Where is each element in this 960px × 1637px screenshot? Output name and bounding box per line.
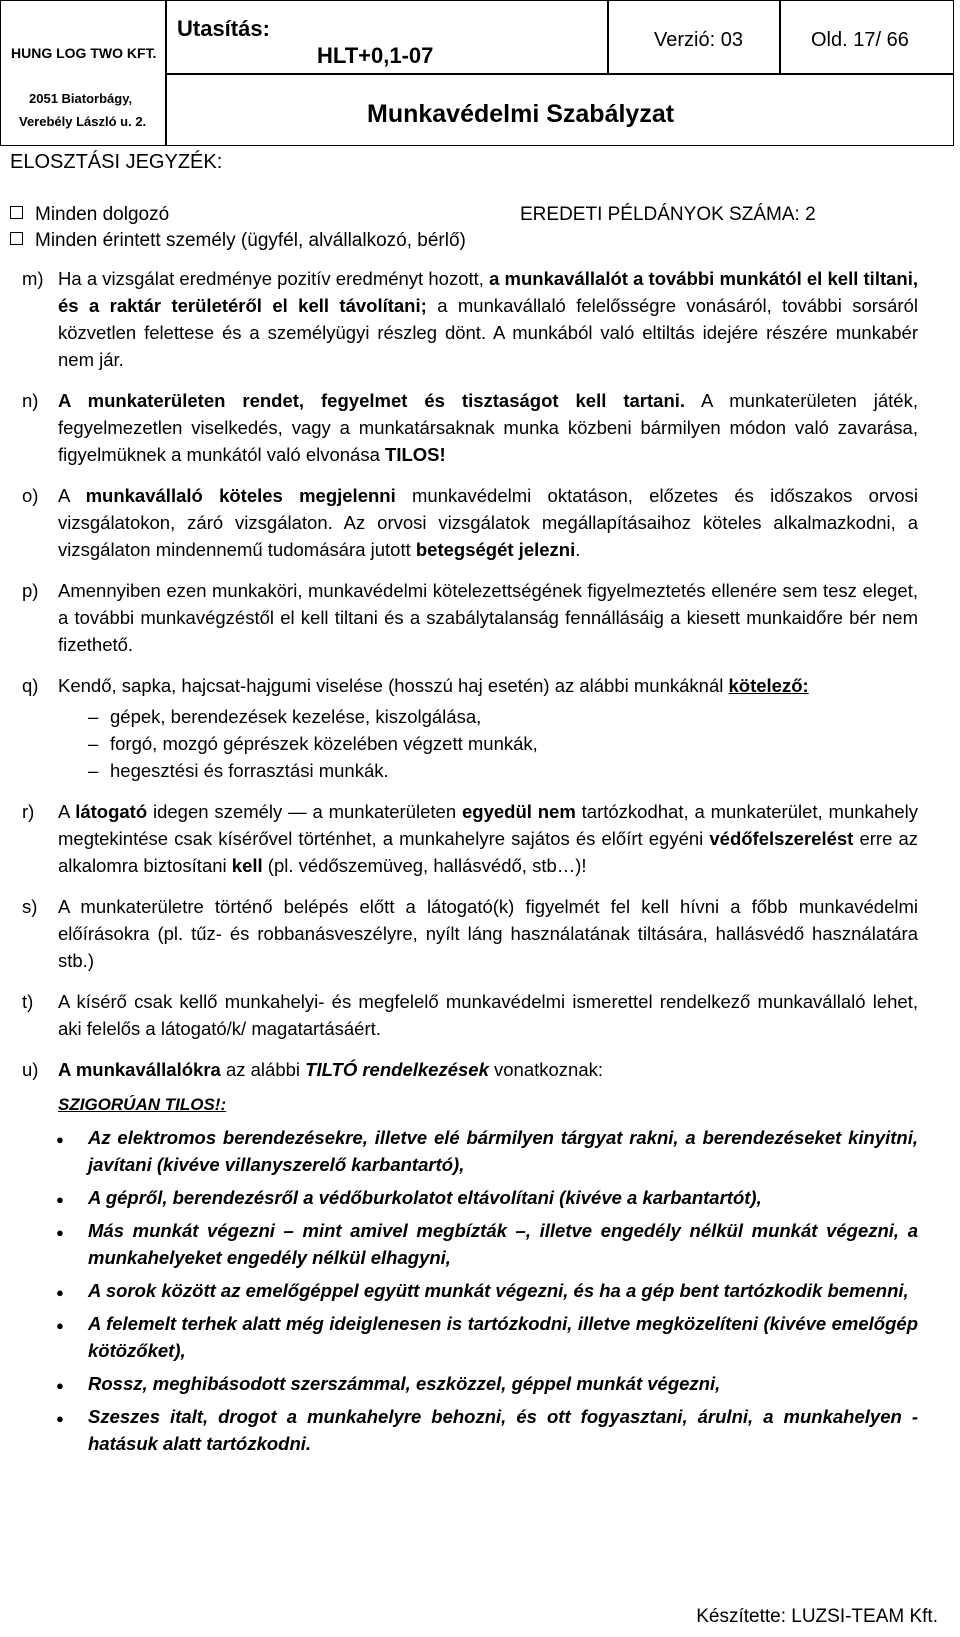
document-header [0, 0, 954, 146]
distribution-item [10, 204, 169, 226]
paragraph-q [22, 672, 918, 784]
page-cell [780, 0, 954, 74]
document-body [22, 265, 918, 1463]
distribution-item [10, 230, 466, 252]
list-item: – forgó, mozgó géprészek közelében végzett munkák, [84, 730, 918, 757]
list-item: ● A sorok között az emelőgéppel együtt munkát végezni, és ha a gép bent tartózkodik bemenni, [88, 1277, 918, 1304]
prepared-by-footer: Készítette: LUZSI-TEAM Kft. [696, 1606, 938, 1627]
paragraph-text: A munkaterületen játék, fegyelmezetlen viselkedés, vagy a munkatársaknak munka közbeni bármilyen módon való zavarása, figyelmüknek a munkától való elvonása [58, 390, 918, 465]
list-item: – gépek, berendezések kezelése, kiszolgálása, [84, 703, 918, 730]
version-cell [608, 0, 780, 74]
paragraph-bold: A munkavállalókra [58, 1059, 221, 1080]
instruction-code: HLT+0,1-07 [317, 43, 434, 68]
paragraph-text: Amennyiben ezen munkaköri, munkavédelmi kötelezettségének figyelmeztetés ellenére sem tesz eleget, a további munkavégzéstől el kell tiltani és a szabálytalanság fennállásáig a kiesett munkaidőre bér nem fizethető. [58, 580, 918, 655]
paragraph-text: a munkavállaló felelősségre vonásáról, további sorsáról közvetlen felettese és a személyügyi részleg dönt. A munkából való eltiltás idejére részére munkabér nem jár. [58, 295, 918, 370]
paragraph-text: A munkaterületre történő belépés előtt a látogató(k) figyelmét fel kell hívni a főbb munkavédelmi előírásokra (pl. tűz- és robbanásveszélyre, nyílt láng használatának tiltására, hallásvédő használatára stb.) [58, 896, 918, 971]
paragraph-text: idegen személy — a munkaterületen [147, 801, 462, 822]
checkbox-icon [10, 232, 23, 245]
paragraph-bold: egyedül nem [461, 801, 576, 822]
original-copies-count: EREDETI PÉLDÁNYOK SZÁMA: 2 [520, 204, 816, 225]
paragraph-label: p) [22, 580, 39, 601]
paragraph-text: (pl. védőszemüveg, hallásvédő, stb…)! [262, 855, 587, 876]
list-item: ● A felemelt terhek alatt még ideiglenesen is tartózkodni, illetve megközelíteni (kivéve emelőgép kötözőket), [88, 1310, 918, 1364]
paragraph-bold: védőfelszerelést [709, 828, 854, 849]
paragraph-label: s) [22, 896, 38, 917]
paragraph-text: A [58, 485, 86, 506]
paragraph-text: Ha a vizsgálat eredménye pozitív eredményt hozott, [58, 268, 490, 289]
distribution-item-label: Minden dolgozó [35, 204, 170, 225]
paragraph-label: o) [22, 485, 39, 506]
paragraph-bold: A munkaterületen rendet, fegyelmet és tisztaságot kell tartani. [58, 390, 686, 411]
paragraph-label: u) [22, 1059, 39, 1080]
instruction-cell [166, 0, 608, 74]
dash-list [84, 703, 918, 784]
paragraph-text: munkavédelmi oktatáson, előzetes és időszakos orvosi vizsgálatokon, záró vizsgálaton. Az orvosi vizsgálatok megállapításaihoz köteles alkalmazkodni, a vizsgálaton mindennemű tudomására jutott [58, 485, 918, 560]
paragraph-bold: munkavállaló köteles megjelenni [85, 485, 396, 506]
paragraph-n [22, 387, 918, 468]
paragraph-label: n) [22, 390, 39, 411]
version-label: Verzió: 03 [654, 29, 743, 51]
paragraph-bold: betegségét jelezni [415, 539, 576, 560]
paragraph-bold: a munkavállalót a további munkától el kell tiltani, és a raktár területéről el kell távolítani; [58, 268, 918, 316]
paragraph-s [22, 893, 918, 974]
company-name: HUNG LOG TWO KFT. [11, 45, 157, 61]
paragraph-bold-italic: TILTÓ rendelkezések [305, 1059, 489, 1080]
paragraph-bold: kötelező: [728, 675, 809, 696]
paragraph-label: t) [22, 991, 34, 1012]
paragraph-p [22, 577, 918, 658]
paragraph-label: m) [22, 268, 44, 289]
instruction-label: Utasítás: [177, 16, 270, 41]
paragraph-r [22, 798, 918, 879]
list-item: ● Az elektromos berendezésekre, illetve elé bármilyen tárgyat rakni, a berendezéseket kinyitni, javítani (kivéve villanyszerelő karbantartó), [88, 1124, 918, 1178]
distribution-item-label: Minden érintett személy (ügyfél, alvállalkozó, bérlő) [35, 230, 466, 251]
paragraph-text: tartózkodhat, a munkaterület, munkahely megtekintése csak kísérővel történhet, a munkahelyre sajátos és előírt egyéni [58, 801, 919, 849]
paragraph-text: A kísérő csak kellő munkahelyi- és megfelelő munkavédelmi ismerettel rendelkező munkavállaló lehet, aki felelős a látogató/k/ magatartásáért. [58, 991, 918, 1039]
list-item: ● Más munkát végezni – mint amivel megbízták –, illetve engedély nélkül munkát végezni, a munkahelyeket engedély nélkül elhagyni, [88, 1217, 918, 1271]
checkbox-icon [10, 206, 23, 219]
page-number: Old. 17/ 66 [811, 29, 909, 51]
list-item: ● Szeszes italt, drogot a munkahelyre behozni, és ott fogyasztani, árulni, a munkahelyen - hatásuk alatt tartózkodni. [88, 1403, 918, 1457]
warning-heading: SZIGORÚAN TILOS!: [58, 1095, 227, 1114]
paragraph-label: q) [22, 675, 39, 696]
list-item: – hegesztési és forrasztási munkák. [84, 757, 918, 784]
paragraph-u [22, 1056, 918, 1083]
list-item: ● Rossz, meghibásodott szerszámmal, eszközzel, géppel munkát végezni, [88, 1370, 918, 1397]
company-cell [0, 0, 166, 146]
paragraph-bold: TILOS! [385, 444, 446, 465]
paragraph-o [22, 482, 918, 563]
paragraph-text: az alábbi [220, 1059, 306, 1080]
paragraph-bold: látogató [75, 801, 148, 822]
distribution-title: ELOSZTÁSI JEGYZÉK: [10, 151, 223, 173]
document-title: Munkavédelmi Szabályzat [367, 100, 675, 128]
prohibition-list [22, 1124, 918, 1457]
paragraph-text: erre az alkalomra biztosítani [58, 828, 919, 876]
paragraph-text: Kendő, sapka, hajcsat-hajgumi viselése (hosszú haj esetén) az alábbi munkáknál [58, 675, 729, 696]
paragraph-text: . [575, 539, 581, 560]
paragraph-bold: kell [231, 855, 263, 876]
paragraph-label: r) [22, 801, 35, 822]
paragraph-m [22, 265, 918, 373]
title-cell [166, 74, 954, 146]
paragraph-text: vonatkoznak: [488, 1059, 604, 1080]
list-item: ● A gépről, berendezésről a védőburkolatot eltávolítani (kivéve a karbantartót), [88, 1184, 918, 1211]
company-address-line2: Verebély László u. 2. [19, 114, 147, 129]
paragraph-text: A [58, 801, 76, 822]
company-address-line1: 2051 Biatorbágy, [29, 91, 133, 106]
paragraph-t [22, 988, 918, 1042]
